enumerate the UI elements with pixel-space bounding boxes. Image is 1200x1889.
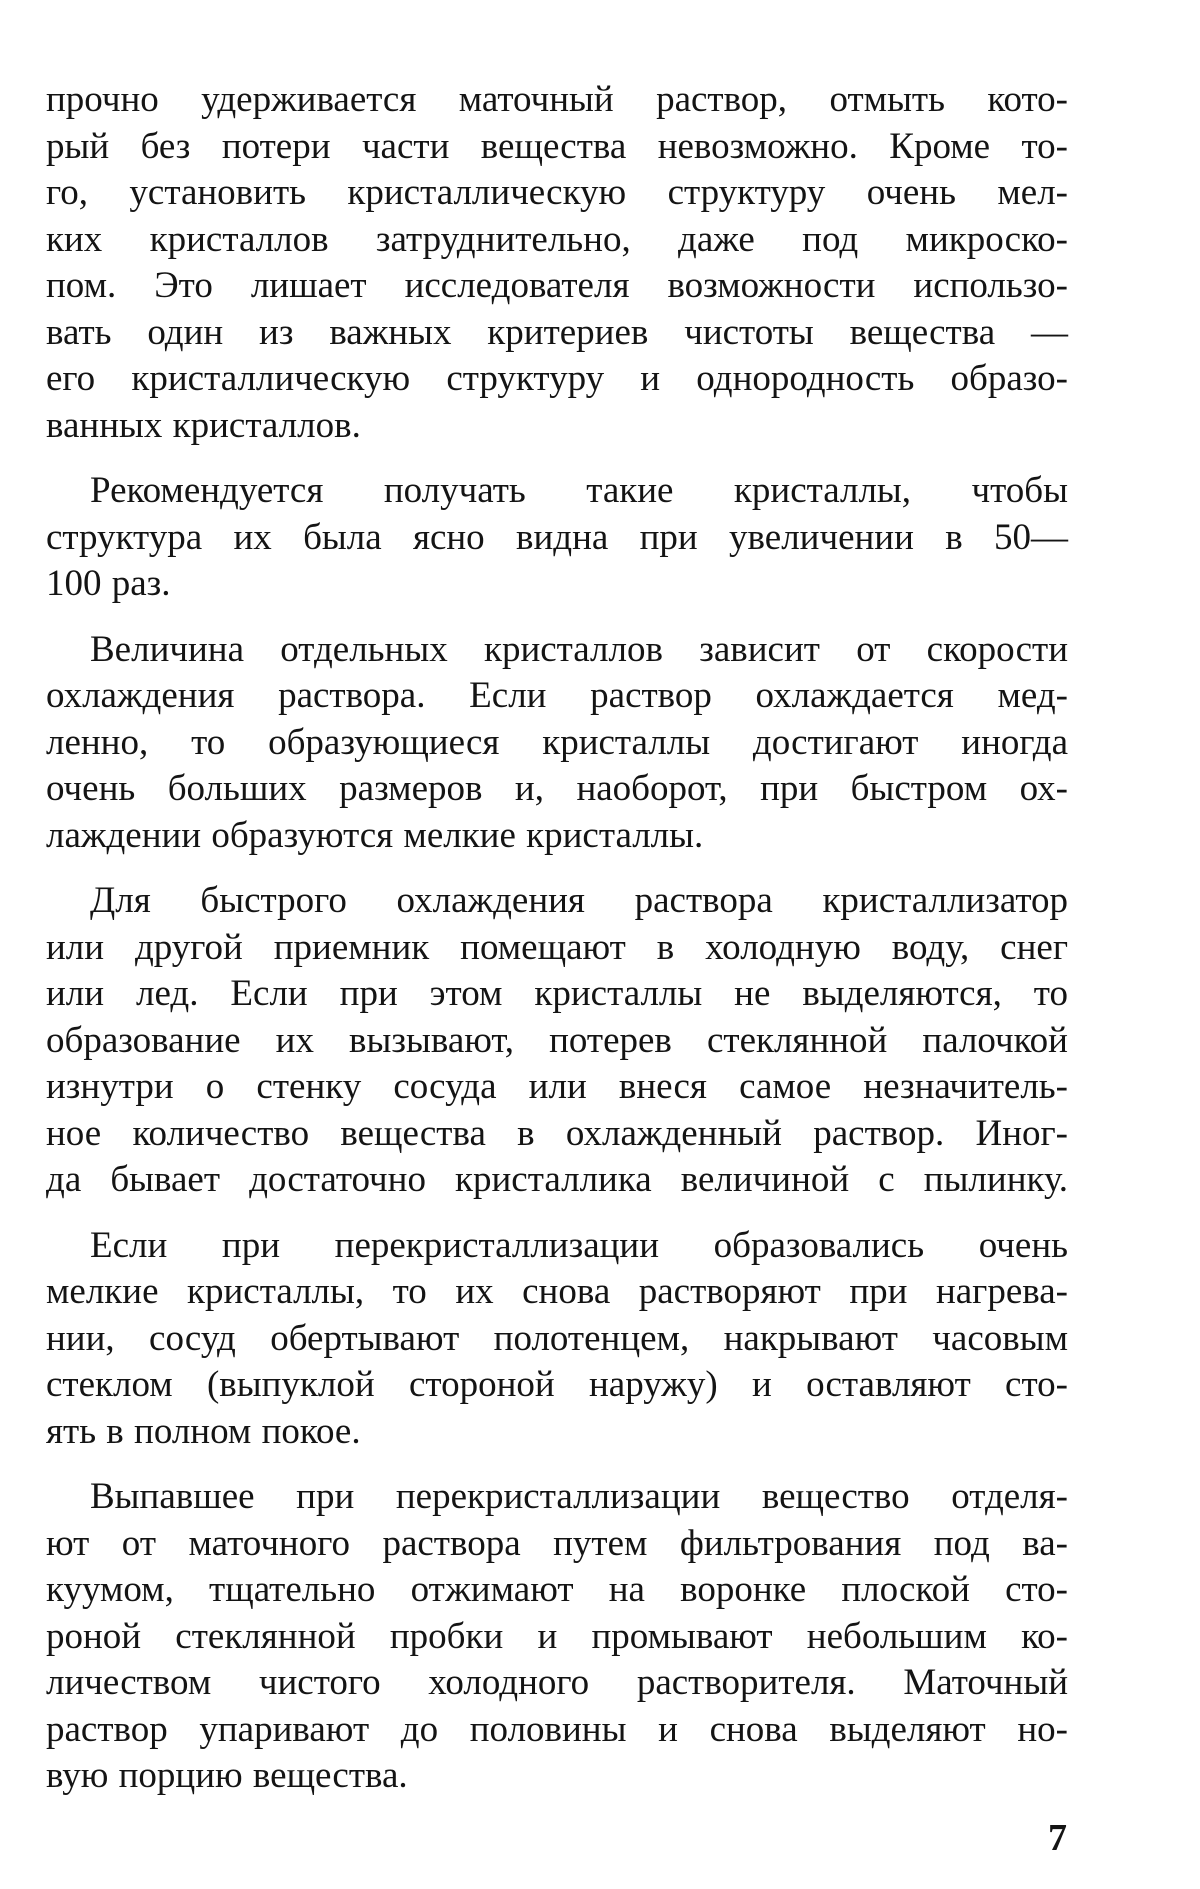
text-line: ное количество вещества в охлажденный раствор. Иног-	[46, 1112, 1068, 1154]
text-line: 100 раз.	[46, 563, 171, 604]
text-line: стеклом (выпуклой стороной наружу) и оставляют сто-	[46, 1364, 1068, 1405]
text-line: или лед. Если при этом кристаллы не выделяются, то	[46, 973, 1068, 1014]
text-line: структура их была ясно видна при увеличении в 50—	[46, 516, 1068, 558]
text-line: куумом, тщательно отжимают на воронке плоской сто-	[46, 1569, 1068, 1610]
text-line: рый без потери части вещества невозможно. Кроме то-	[46, 125, 1068, 167]
paragraph	[46, 878, 1068, 1204]
text-line: очень больших размеров и, наоборот, при быстром ох-	[46, 768, 1068, 809]
text-line: нии, сосуд обертывают полотенцем, накрывают часовым	[46, 1317, 1068, 1359]
text-line: образование их вызывают, потерев стеклянной палочкой	[46, 1019, 1068, 1061]
paragraph	[46, 627, 1068, 860]
text-line: вую порцию вещества.	[46, 1755, 408, 1796]
text-line: прочно удерживается маточный раствор, отмыть кото-	[46, 79, 1068, 120]
paragraph	[46, 77, 1068, 449]
text-line: вать один из важных критериев чистоты вещества —	[46, 311, 1068, 353]
text-line: го, установить кристаллическую структуру очень мел-	[46, 172, 1068, 213]
text-line: личеством чистого холодного растворителя. Маточный	[46, 1662, 1068, 1703]
paragraph	[46, 1474, 1068, 1800]
paragraph	[46, 1223, 1068, 1456]
page-number: 7	[1048, 1817, 1067, 1859]
text-line: пом. Это лишает исследователя возможности использо-	[46, 265, 1068, 306]
text-line: Выпавшее при перекристаллизации вещество отделя-	[90, 1476, 1068, 1517]
text-line: ванных кристаллов.	[46, 404, 361, 446]
text-line: ять в полном покое.	[46, 1410, 361, 1452]
text-line: раствор упаривают до половины и снова выделяют но-	[46, 1708, 1068, 1750]
text-line: лаждении образуются мелкие кристаллы.	[46, 814, 704, 856]
text-line: охлаждения раствора. Если раствор охлаждается мед-	[46, 675, 1068, 716]
text-line: ленно, то образующиеся кристаллы достигают иногда	[46, 721, 1068, 763]
text-line: его кристаллическую структуру и однородность образо-	[46, 358, 1068, 399]
text-line: мелкие кристаллы, то их снова растворяют при нагрева-	[46, 1271, 1068, 1312]
text-line: Величина отдельных кристаллов зависит от скорости	[90, 628, 1068, 670]
text-line: да бывает достаточно кристаллика величиной с пылинку.	[46, 1159, 1068, 1200]
text-line: Для быстрого охлаждения раствора кристаллизатор	[90, 880, 1068, 921]
text-line: ют от маточного раствора путем фильтрования под ва-	[46, 1522, 1068, 1564]
text-line: ких кристаллов затруднительно, даже под микроско-	[46, 218, 1068, 260]
text-line: изнутри о стенку сосуда или внеся самое незначитель-	[46, 1066, 1068, 1107]
text-line: или другой приемник помещают в холодную воду, снег	[46, 926, 1068, 968]
text-line: роной стеклянной пробки и промывают небольшим ко-	[46, 1615, 1068, 1657]
paragraph	[46, 468, 1068, 608]
text-line: Если при перекристаллизации образовались очень	[90, 1224, 1068, 1266]
text-line: Рекомендуется получать такие кристаллы, чтобы	[90, 470, 1068, 511]
page-body	[46, 77, 1068, 1800]
